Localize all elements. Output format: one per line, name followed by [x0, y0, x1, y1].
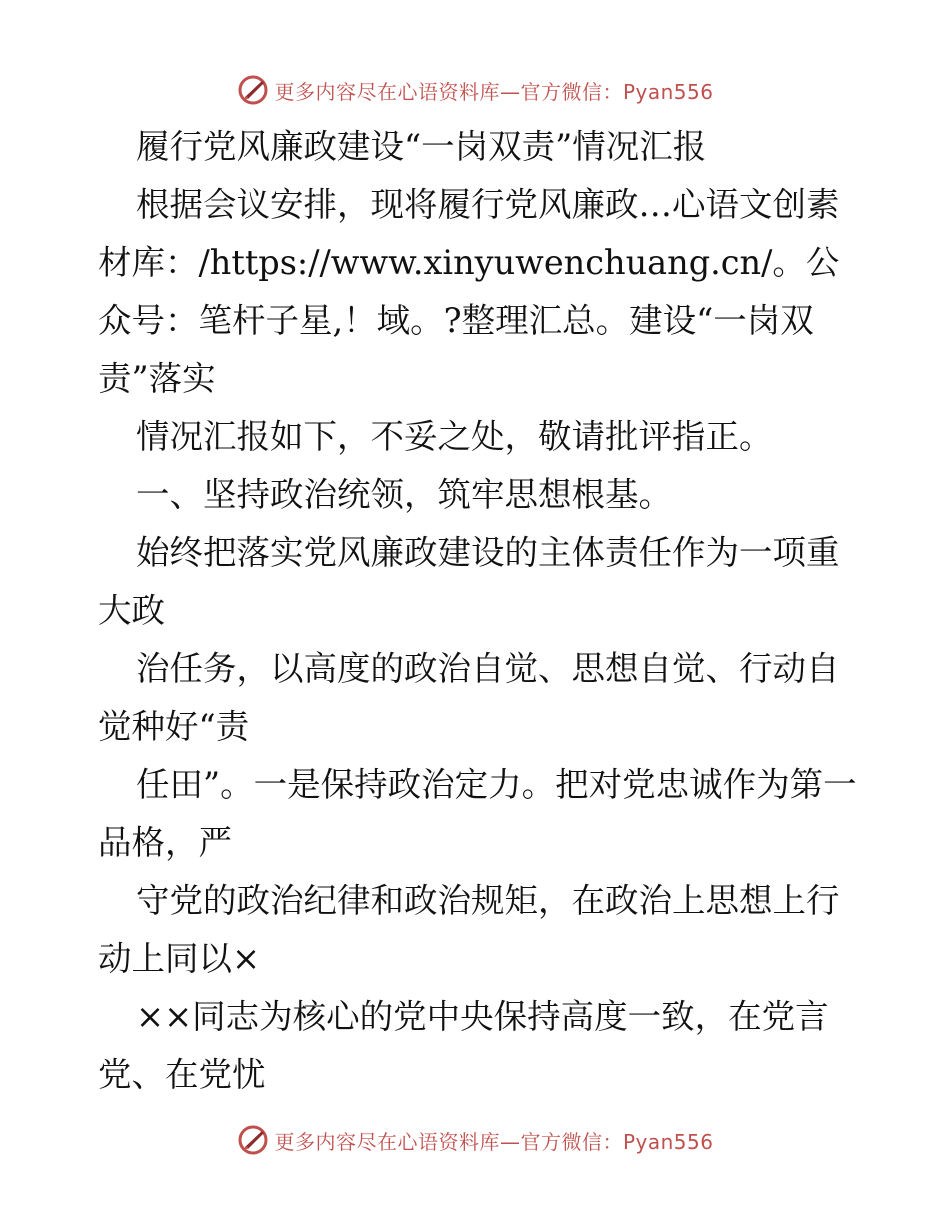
paragraph-body-3: 任田”。一是保持政治定力。把对党忠诚作为第一品格，严 [98, 765, 857, 862]
brush-logo-icon [236, 1123, 270, 1157]
paragraph-body-4: 守党的政治纪律和政治规矩，在政治上思想上行动上同以× [98, 881, 840, 978]
header-banner-text: 更多内容尽在心语资料库—官方微信：Pyan556 [274, 79, 714, 104]
footer-banner-text: 更多内容尽在心语资料库—官方微信：Pyan556 [274, 1129, 714, 1154]
paragraph-intro: 根据会议安排，现将履行党风廉政…心语文创素材库：/https://www.xinyuwenchuang.cn/。公众号：笔杆子星,！域。?整理汇总。建设“一岗双责”落实 [98, 185, 840, 398]
brush-logo-icon [236, 73, 270, 107]
document-title: 履行党风廉政建设“一岗双责”情况汇报 [136, 127, 707, 166]
header-watermark-banner [0, 70, 950, 110]
paragraph-body-5: ××同志为核心的党中央保持高度一致，在党言党、在党忧 [98, 997, 829, 1094]
section-heading-1: 一、坚持政治统领，筑牢思想根基。 [136, 475, 672, 514]
paragraph-body-2: 治任务，以高度的政治自觉、思想自觉、行动自觉种好“责 [98, 649, 840, 746]
footer-watermark-banner [0, 1120, 950, 1160]
paragraph-intro-cont: 情况汇报如下，不妥之处，敬请批评指正。 [136, 417, 773, 456]
document-body [98, 118, 858, 1104]
paragraph-body-1: 始终把落实党风廉政建设的主体责任作为一项重大政 [98, 533, 840, 630]
